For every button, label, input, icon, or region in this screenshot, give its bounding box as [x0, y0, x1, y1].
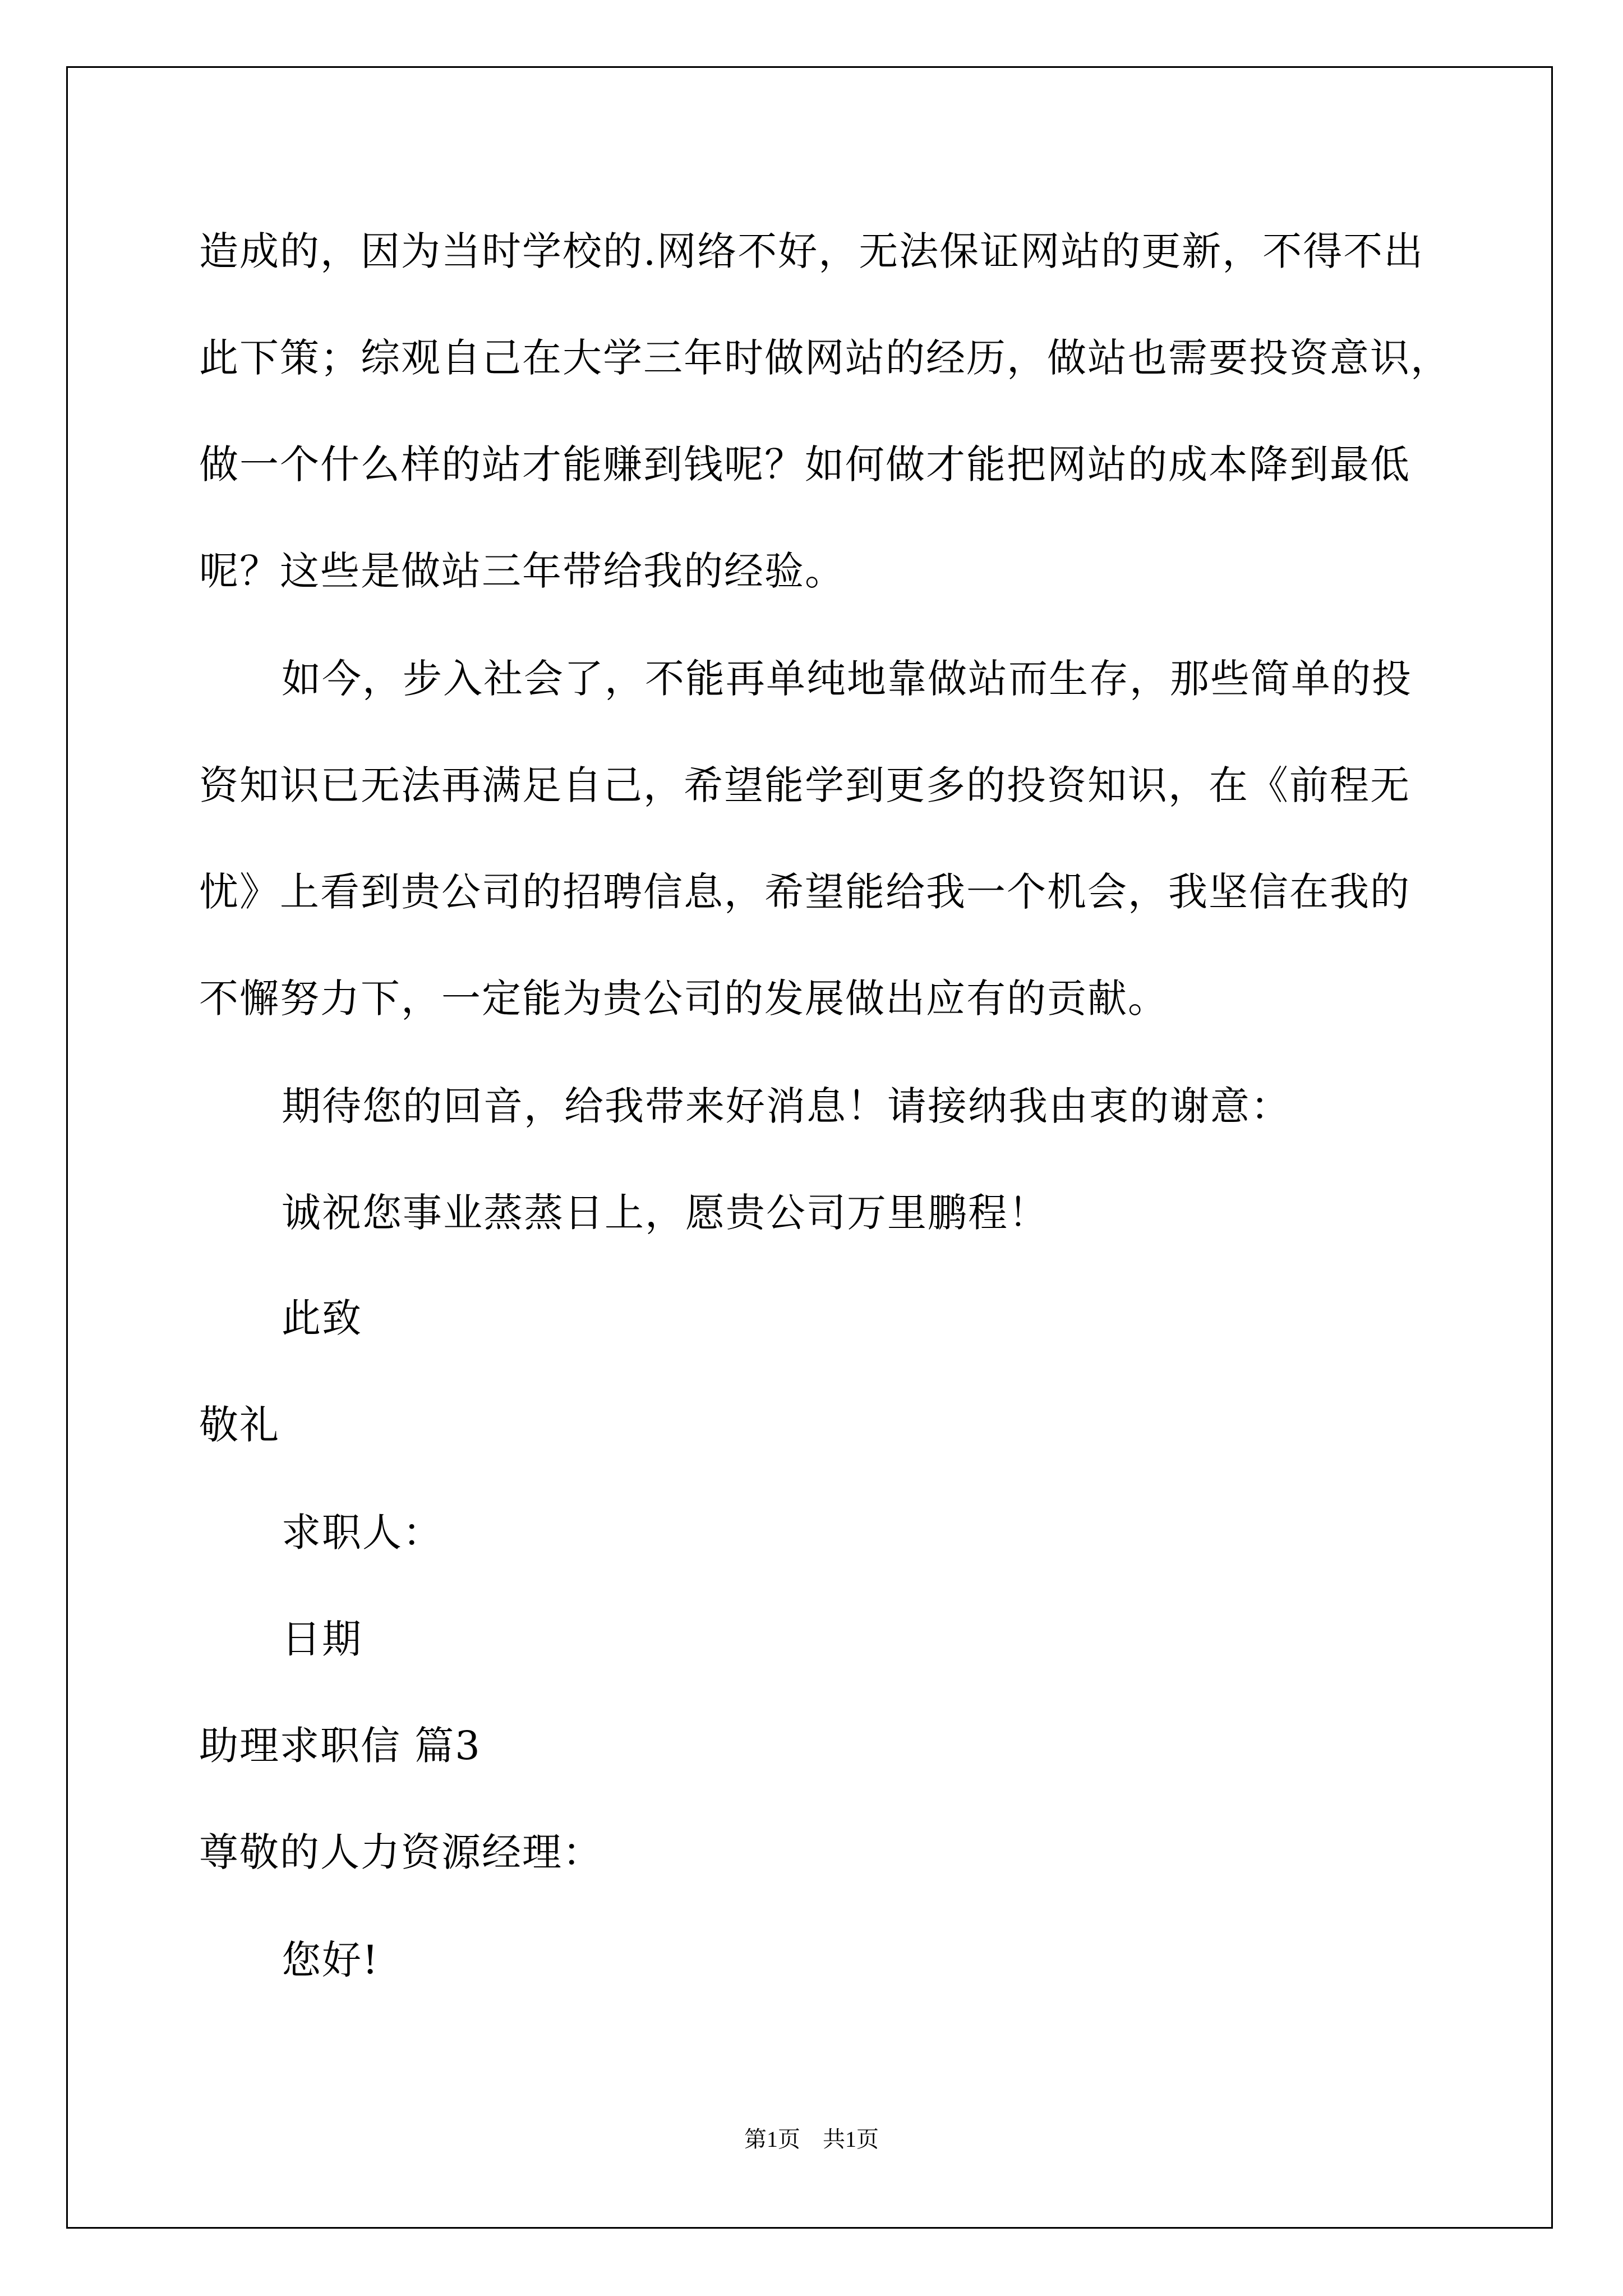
signature-line: 求职人：	[282, 1510, 443, 1556]
page-border	[66, 66, 1553, 2229]
body-line: 诚祝您事业蒸蒸日上，愿贵公司万里鹏程！	[282, 1190, 1049, 1236]
body-line: 资知识已无法再满足自己，希望能学到更多的投资知识，在《前程无	[199, 762, 1410, 808]
closing-line: 敬礼	[199, 1402, 280, 1448]
body-line: 造成的，因为当时学校的.网络不好，无法保证网站的更新，不得不出	[199, 228, 1424, 274]
body-line: 期待您的回音，给我带来好消息！请接纳我由衷的谢意：	[282, 1083, 1291, 1129]
section-heading: 助理求职信 篇3	[199, 1723, 481, 1769]
body-line: 呢？这些是做站三年带给我的经验。	[199, 548, 845, 594]
body-line: 做一个什么样的站才能赚到钱呢？如何做才能把网站的成本降到最低	[199, 441, 1410, 487]
body-line: 如今，步入社会了，不能再单纯地靠做站而生存，那些简单的投	[282, 656, 1412, 702]
body-line: 不懈努力下，一定能为贵公司的发展做出应有的贡献。	[199, 976, 1168, 1022]
closing-line: 此致	[282, 1295, 362, 1341]
body-line: 忧》上看到贵公司的招聘信息，希望能给我一个机会，我坚信在我的	[199, 869, 1410, 915]
page-footer: 第1页 共1页	[744, 2127, 879, 2152]
body-line: 此下策；综观自己在大学三年时做网站的经历，做站也需要投资意识，	[199, 335, 1451, 381]
greeting-line: 您好!	[282, 1937, 380, 1983]
salutation-line: 尊敬的人力资源经理：	[199, 1829, 603, 1875]
date-line: 日期	[282, 1616, 362, 1662]
